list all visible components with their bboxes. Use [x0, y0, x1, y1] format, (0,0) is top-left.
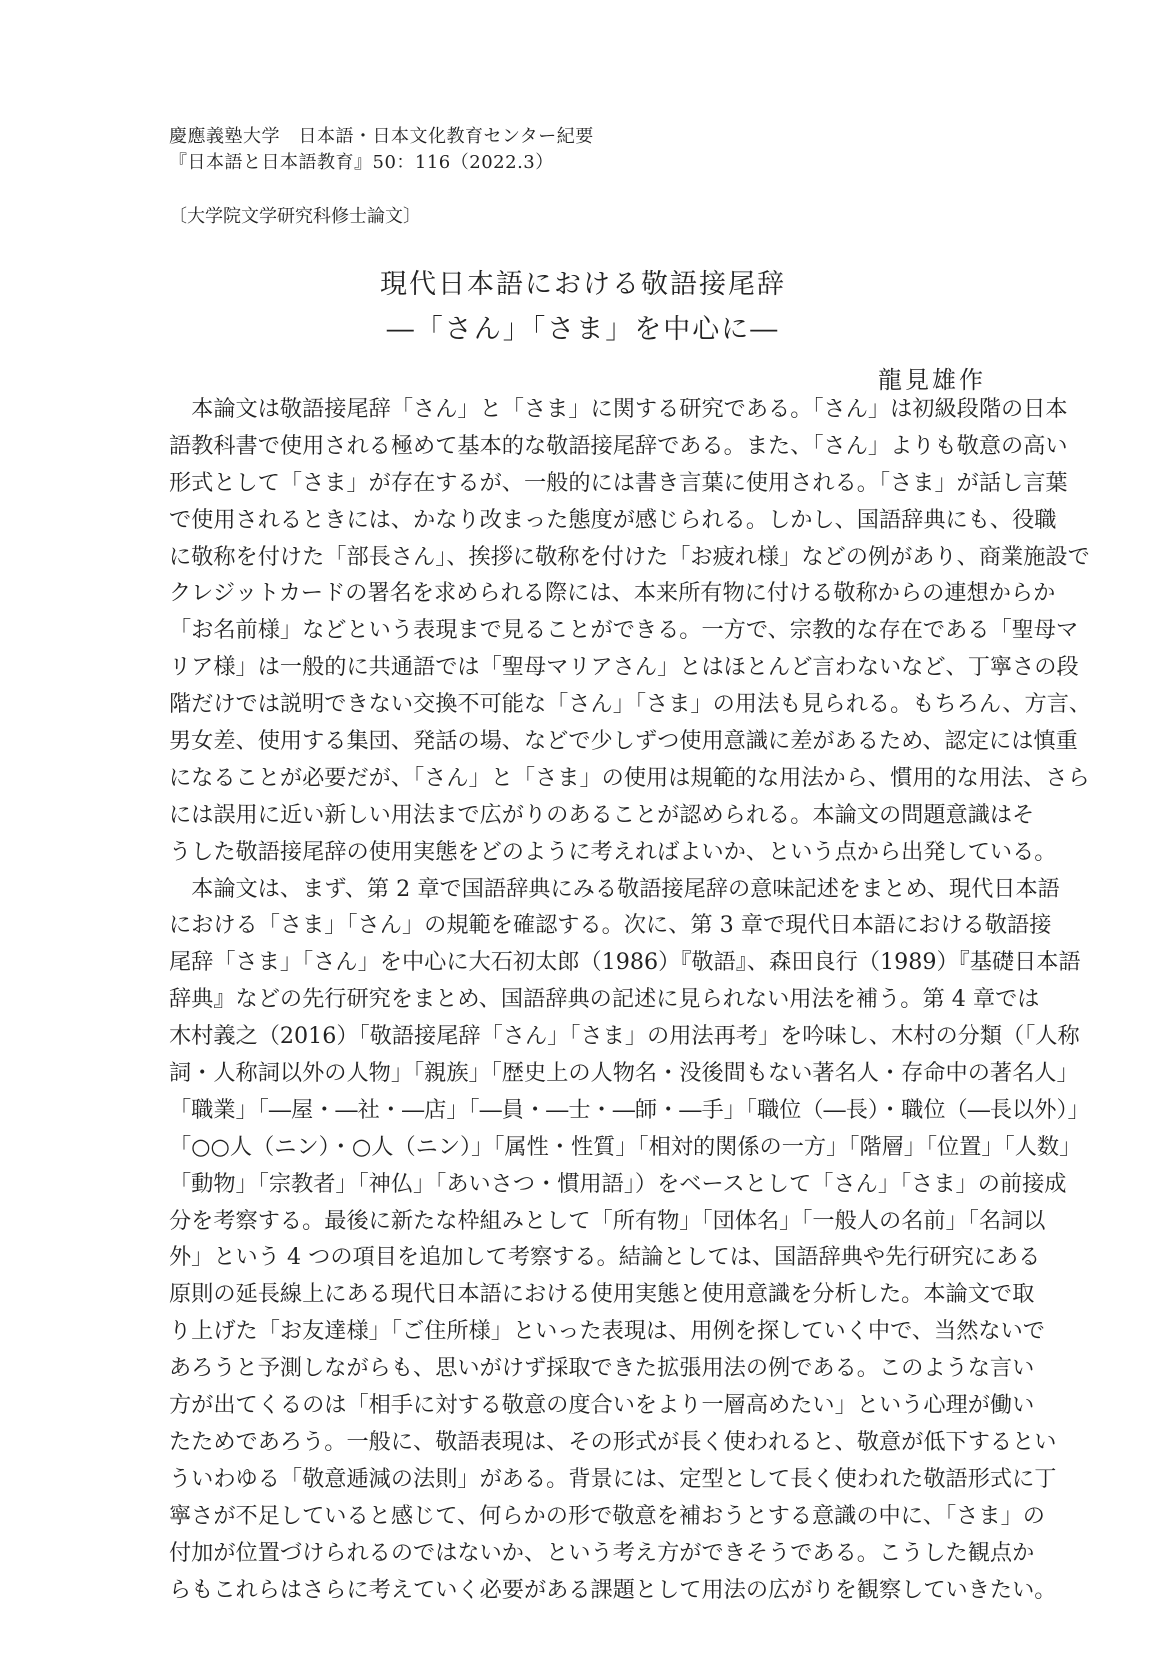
text-line: うした敬語接尾辞の使用実態をどのように考えればよいか、という点から出発している。 — [169, 838, 1057, 865]
text-line: 方が出てくるのは「相手に対する敬意の度合いをより一層高めたい」という心理が働い — [169, 1392, 1035, 1419]
text-line: 本論文は敬語接尾辞「さん」と「さま」に関する研究である。「さん」は初級段階の日本 — [169, 396, 1068, 422]
text-line: 寧さが不足していると感じて、何らかの形で敬意を補おうとする意識の中に、「さま」の — [169, 1502, 1045, 1529]
text-line: 原則の延長線上にある現代日本語における使用実態と使用意識を分析した。本論文で取 — [169, 1281, 1035, 1308]
text-line: に敬称を付けた「部長さん」、挨拶に敬称を付けた「お疲れ様」などの例があり、商業施設で — [169, 543, 1090, 570]
paper-category: 〔大学院文学研究科修士論文〕 — [169, 206, 421, 227]
text-line: 「動物」「宗教者」「神仏」「あいさつ・慣用語」）をベースとして「さん」「さま」の前接成 — [169, 1170, 1067, 1197]
text-line: 辞典』などの先行研究をまとめ、国語辞典の記述に見られない用法を補う。第 4 章では — [169, 986, 1040, 1013]
text-line: 階だけでは説明できない交換不可能な「さん」「さま」の用法も見られる。もちろん、方言、 — [169, 691, 1092, 718]
abstract-body — [169, 391, 1092, 1608]
text-line: らもこれらはさらに考えていく必要がある課題として用法の広がりを観察していきたい。 — [169, 1576, 1057, 1603]
text-line: で使用されるときには、かなり改まった態度が感じられる。しかし、国語辞典にも、役職 — [169, 506, 1057, 533]
text-line: における「さま」「さん」の規範を確認する。次に、第 3 章で現代日本語における敬語接 — [169, 912, 1052, 939]
text-line: 形式として「さま」が存在するが、一般的には書き言葉に使用される。「さま」が話し言葉 — [169, 469, 1068, 496]
journal-header: 慶應義塾大学 日本語・日本文化教育センター紀要 — [169, 126, 594, 147]
text-line: には誤用に近い新しい用法まで広がりのあることが認められる。本論文の問題意識はそ — [169, 801, 1035, 828]
paper-subtitle: ―「さん」「さま」を中心に― — [386, 314, 780, 345]
text-line: リア様」は一般的に共通語では「聖母マリアさん」とはほとんど言わないなど、丁寧さの段 — [169, 654, 1079, 681]
text-line: 本論文は、まず、第 2 章で国語辞典にみる敬語接尾辞の意味記述をまとめ、現代日本語 — [169, 875, 1060, 902]
text-line: 「お名前様」などという表現まで見ることができる。一方で、宗教的な存在である「聖母マ — [169, 617, 1079, 644]
text-line: になることが必要だが、「さん」と「さま」の使用は規範的な用法から、慣用的な用法、さら — [169, 764, 1090, 791]
text-line: たためであろう。一般に、敬語表現は、その形式が長く使われると、敬意が低下するとい — [169, 1428, 1057, 1455]
text-line: クレジットカードの署名を求められる際には、本来所有物に付ける敬称からの連想からか — [169, 580, 1056, 607]
text-line: あろうと予測しながらも、思いがけず採取できた拡張用法の例である。このような言い — [169, 1355, 1035, 1382]
journal-citation: 『日本語と日本語教育』50：116（2022.3） — [169, 152, 554, 173]
text-line: 詞・人称詞以外の人物」「親族」「歴史上の人物名・没後間もない著名人・存命中の著名人」 — [169, 1060, 1079, 1087]
text-line: 「○○人（ニン）・○人（ニン）」「属性・性質」「相対的関係の一方」「階層」「位置」「人数」 — [169, 1133, 1082, 1160]
author-name: 龍見雄作 — [878, 366, 986, 394]
text-line: 男女差、使用する集団、発話の場、などで少しずつ使用意識に差があるため、認定には慎重 — [169, 728, 1078, 755]
text-line: 分を考察する。最後に新たな枠組みとして「所有物」「団体名」「一般人の名前」「名詞以 — [169, 1207, 1046, 1234]
text-line: 木村義之（2016）「敬語接尾辞「さん」「さま」の用法再考」を吟味し、木村の分類（「人称 — [169, 1023, 1080, 1050]
paper-title: 現代日本語における敬語接尾辞 — [380, 269, 786, 300]
text-line: 尾辞「さま」「さん」を中心に大石初太郎（1986）『敬語』、森田良行（1989）『基礎日本語 — [169, 949, 1081, 976]
text-line: り上げた「お友達様」「ご住所様」といった表現は、用例を探していく中で、当然ないで — [169, 1318, 1045, 1345]
text-line: 付加が位置づけられるのではないか、という考え方ができそうである。こうした観点か — [169, 1539, 1035, 1566]
text-line: 語教科書で使用される極めて基本的な敬語接尾辞である。また、「さん」よりも敬意の高い — [169, 432, 1068, 459]
text-line: ういわゆる「敬意逓減の法則」がある。背景には、定型として長く使われた敬語形式に丁 — [169, 1465, 1057, 1492]
text-line: 外」という 4 つの項目を追加して考察する。結論としては、国語辞典や先行研究にある — [169, 1244, 1041, 1271]
text-line: 「職業」「―屋・―社・―店」「―員・―士・―師・―手」「職位（―長）・職位（―長以外）」 — [169, 1096, 1090, 1123]
